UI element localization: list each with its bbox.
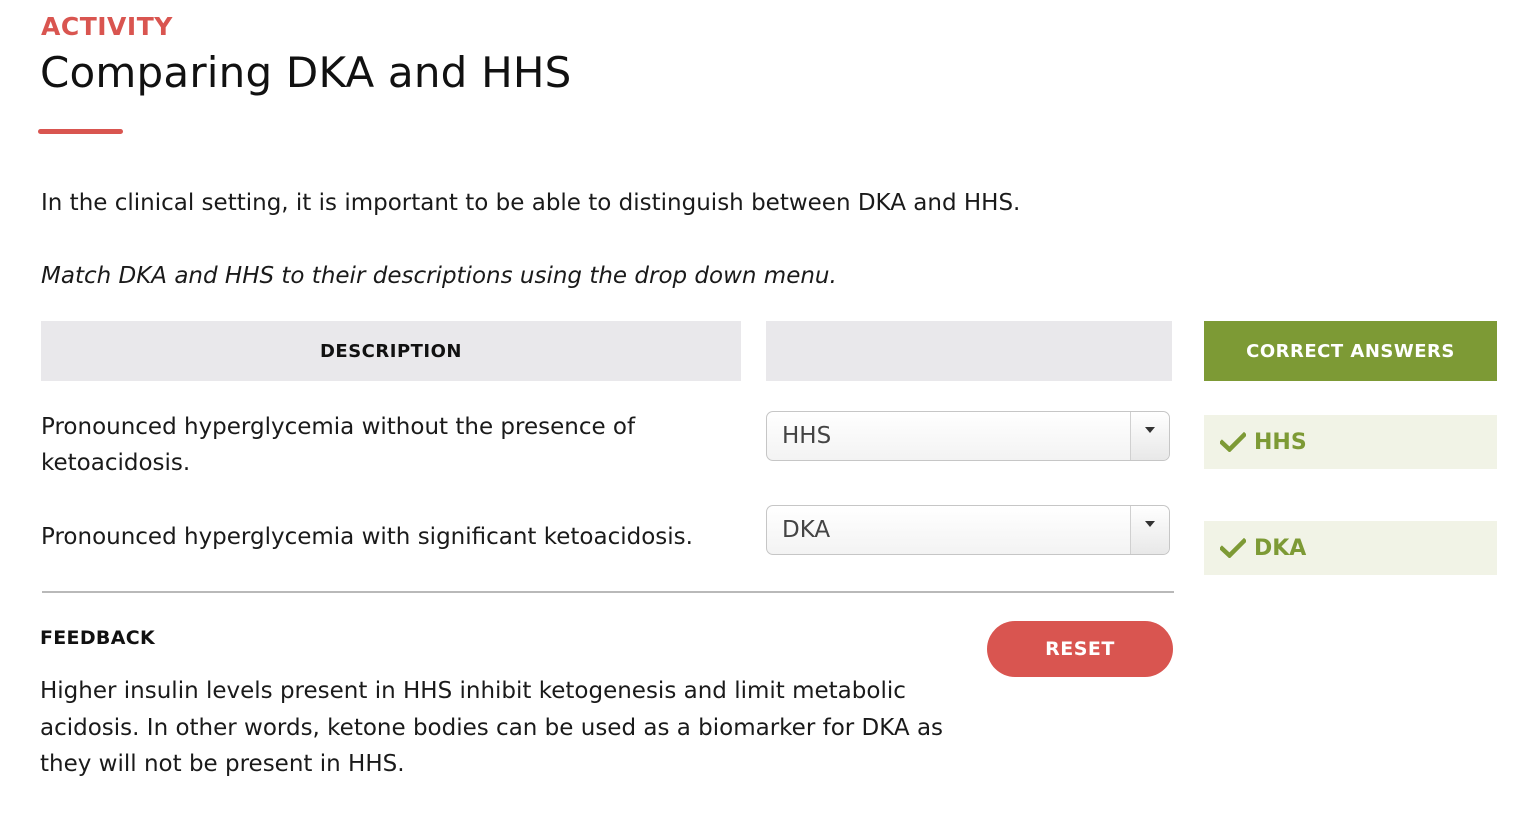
row-2-description: Pronounced hyperglycemia with significant ketoacidosis. bbox=[41, 524, 693, 550]
row-1-correct-answer-label: HHS bbox=[1254, 429, 1307, 455]
caret-down-icon bbox=[1145, 427, 1155, 433]
row-1-description: Pronounced hyperglycemia without the presence of ketoacidosis. bbox=[41, 414, 636, 476]
row-2-answer-dropdown[interactable] bbox=[766, 505, 1170, 555]
feedback-label: FEEDBACK bbox=[40, 627, 155, 649]
row-1-correct-answer bbox=[1204, 415, 1497, 469]
row-2-correct-answer-label: DKA bbox=[1254, 535, 1307, 561]
instruction-text: Match DKA and HHS to their descriptions using the drop down menu. bbox=[41, 263, 837, 289]
checkmark-icon bbox=[1220, 432, 1246, 452]
correct-answers-column-header: CORRECT ANSWERS bbox=[1204, 321, 1497, 381]
answer-column-header bbox=[766, 321, 1172, 381]
checkmark-icon bbox=[1220, 538, 1246, 558]
row-1-dropdown-toggle[interactable] bbox=[1130, 412, 1169, 460]
description-column-header: DESCRIPTION bbox=[41, 321, 741, 381]
row-2-dropdown-toggle[interactable] bbox=[1130, 506, 1169, 554]
section-divider bbox=[42, 591, 1174, 593]
title-underline bbox=[38, 129, 123, 134]
activity-eyebrow: ACTIVITY bbox=[41, 12, 173, 41]
row-2-correct-answer bbox=[1204, 521, 1497, 575]
caret-down-icon bbox=[1145, 521, 1155, 527]
row-2-selected-value: DKA bbox=[782, 517, 831, 543]
feedback-text: Higher insulin levels present in HHS inhibit ketogenesis and limit metabolic acidosis. In other words, ketone bodies can be used as a biomarker for DKA as they will not be present in HHS. bbox=[40, 678, 944, 777]
page-title: Comparing DKA and HHS bbox=[40, 48, 572, 97]
reset-button[interactable]: RESET bbox=[987, 621, 1173, 677]
row-1-selected-value: HHS bbox=[782, 423, 832, 449]
row-1-answer-dropdown[interactable] bbox=[766, 411, 1170, 461]
intro-text: In the clinical setting, it is important to be able to distinguish between DKA and HHS. bbox=[41, 190, 1021, 216]
